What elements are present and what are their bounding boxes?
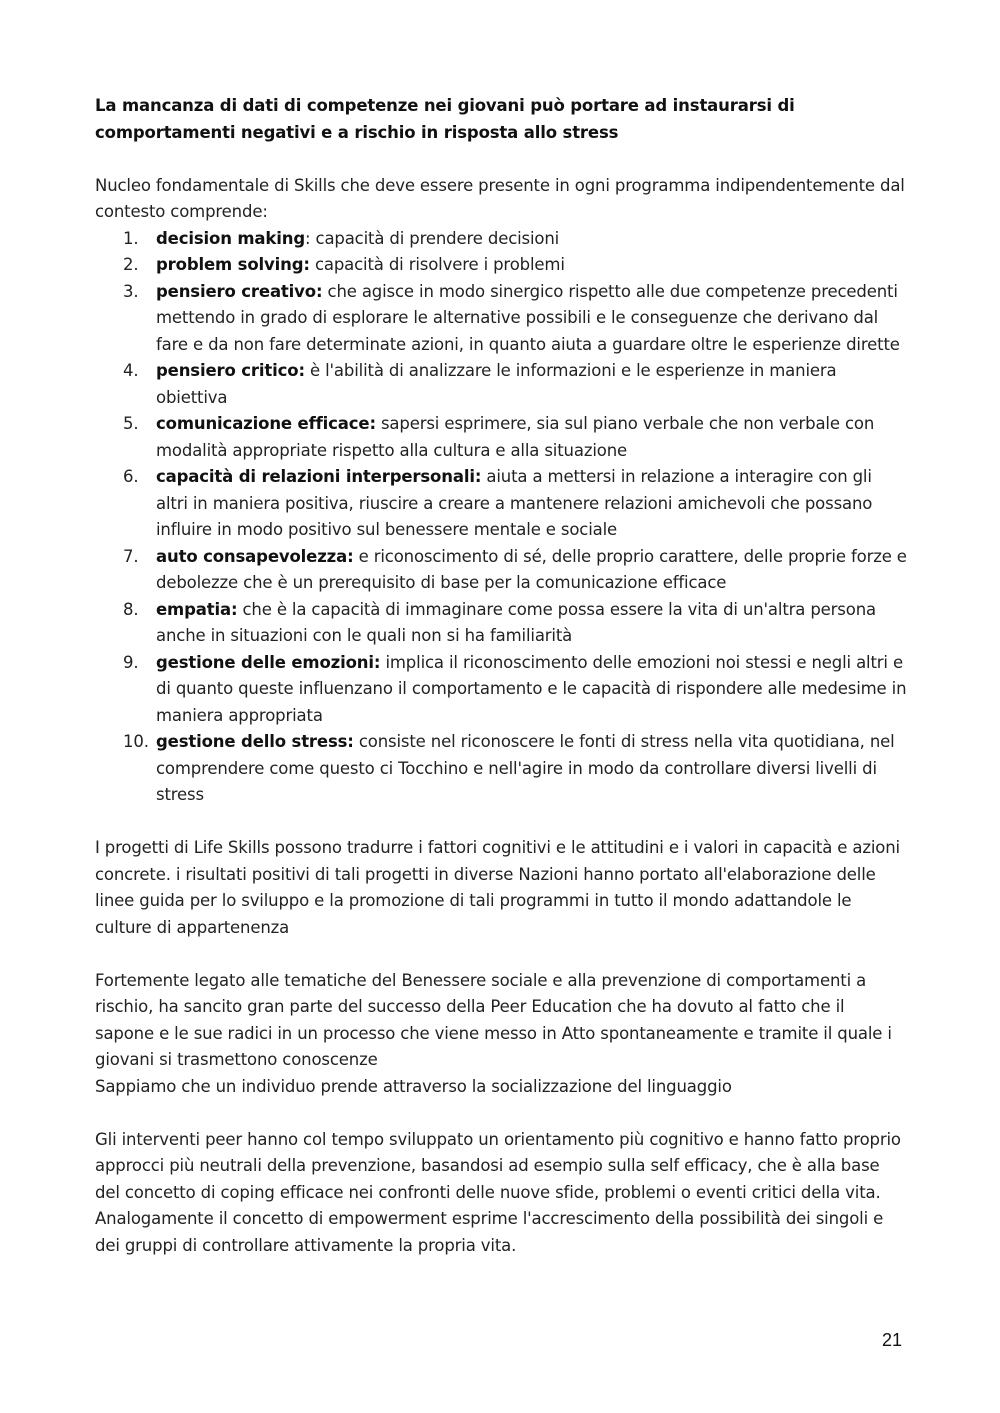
list-number: 10. xyxy=(123,732,149,751)
language-paragraph: Sappiamo che un individuo prende attraverso la socializzazione del linguaggio xyxy=(95,1076,732,1096)
document-body xyxy=(95,93,907,1259)
skill-term: capacità di relazioni interpersonali: xyxy=(156,467,482,486)
skill-term: problem solving: xyxy=(156,255,310,274)
list-item xyxy=(95,279,907,359)
list-item xyxy=(95,729,907,809)
list-number: 6. xyxy=(123,467,139,486)
skill-description: aiuta a mettersi in relazione a interagire con gli altri in maniera positiva, riuscire a creare a mantenere relazioni amichevoli che possano influire in modo positivo sul benessere mentale e sociale xyxy=(156,467,873,539)
peer-education-paragraph: Fortemente legato alle tematiche del Benessere sociale e alla prevenzione di comportamenti a rischio, ha sancito gran parte del successo della Peer Education che ha dovuto al fatto che il sapone e le sue radici in un processo che viene messo in Atto spontaneamente e tramite il quale i giovani si trasmettono conoscenze xyxy=(95,970,892,1069)
list-item xyxy=(95,597,907,650)
skill-term: pensiero creativo: xyxy=(156,281,323,301)
skill-description: che agisce in modo sinergico rispetto alle due competenze precedenti mettendo in grado di esplorare le alternative possibili e le conseguenze che derivano dal fare e da non fare determinate azioni, in quanto aiuta a guardare oltre le esperienze dirette xyxy=(156,281,900,354)
list-item xyxy=(95,544,907,597)
life-skills-paragraph: I progetti di Life Skills possono tradurre i fattori cognitivi e le attitudini e i valori in capacità e azioni concrete. i risultati positivi di tali progetti in diverse Nazioni hanno portato all'elaborazione delle linee guida per lo sviluppo e la promozione di tali programmi in tutto il mondo adattandole le culture di appartenenza xyxy=(95,838,900,937)
skill-description: consiste nel riconoscere le fonti di stress nella vita quotidiana, nel comprendere come questo ci Tocchino e nell'agire in modo da controllare diversi livelli di stress xyxy=(156,732,895,804)
list-number: 9. xyxy=(123,652,139,672)
list-number: 5. xyxy=(123,414,139,433)
section-heading: La mancanza di dati di competenze nei giovani può portare ad instaurarsi di comportamenti negativi e a rischio in risposta allo stress xyxy=(95,96,795,142)
list-number: 2. xyxy=(123,255,139,274)
skill-term: decision making xyxy=(156,228,306,248)
skill-description: e riconoscimento di sé, delle proprio carattere, delle proprie forze e debolezze che è un prerequisito di base per la comunicazione efficace xyxy=(156,546,907,592)
interventions-paragraph: Gli interventi peer hanno col tempo sviluppato un orientamento più cognitivo e hanno fatto proprio approcci più neutrali della prevenzione, basandosi ad esempio sulla self efficacy, che è alla base del concetto di coping efficace nei confronti delle nuove sfide, problemi o eventi critici della vita. xyxy=(95,1129,901,1202)
skill-term: gestione delle emozioni: xyxy=(156,652,381,672)
list-item xyxy=(95,464,907,544)
skill-description: implica il riconoscimento delle emozioni noi stessi e negli altri e di quanto queste influenzano il comportamento e le capacità di rispondere alle medesime in maniera appropriata xyxy=(156,652,907,725)
empowerment-paragraph: Analogamente il concetto di empowerment esprime l'accrescimento della possibilità dei singoli e dei gruppi di controllare attivamente la propria vita. xyxy=(95,1209,884,1255)
skill-description: : capacità di prendere decisioni xyxy=(305,228,560,248)
list-item xyxy=(95,650,907,730)
list-item xyxy=(95,252,907,279)
list-item xyxy=(95,411,907,464)
skill-term: pensiero critico: xyxy=(156,361,305,380)
skill-term: gestione dello stress: xyxy=(156,732,354,751)
list-number: 4. xyxy=(123,361,139,380)
list-item xyxy=(95,358,907,411)
page-number: 21 xyxy=(881,1330,902,1350)
list-number: 1. xyxy=(123,228,139,248)
skill-term: comunicazione efficace: xyxy=(156,414,376,433)
skill-description: che è la capacità di immaginare come possa essere la vita di un'altra persona anche in situazioni con le quali non si ha familiarità xyxy=(156,599,876,645)
skills-list xyxy=(95,226,907,809)
skill-term: empatia: xyxy=(156,599,238,619)
list-number: 8. xyxy=(123,599,139,619)
skill-term: auto consapevolezza: xyxy=(156,546,354,566)
skill-description: capacità di risolvere i problemi xyxy=(309,255,565,274)
skill-description: è l'abilità di analizzare le informazioni e le esperienze in maniera obiettiva xyxy=(156,361,837,407)
list-number: 3. xyxy=(123,281,139,301)
list-item xyxy=(95,226,907,253)
skill-description: sapersi esprimere, sia sul piano verbale che non verbale con modalità appropriate rispetto alla cultura e alla situazione xyxy=(156,414,875,460)
list-number: 7. xyxy=(123,546,139,566)
intro-paragraph: Nucleo fondamentale di Skills che deve essere presente in ogni programma indipendentemente dal contesto comprende: xyxy=(95,175,905,221)
